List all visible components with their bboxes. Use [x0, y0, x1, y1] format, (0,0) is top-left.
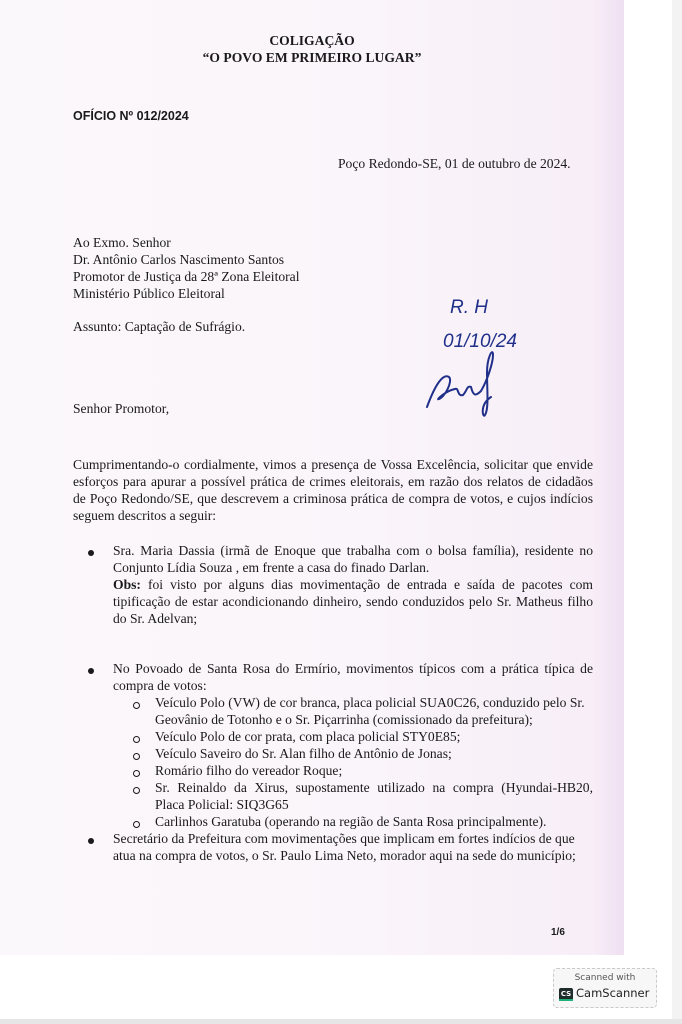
viewer-gutter: [672, 0, 682, 1024]
annotation-rh: R. H: [450, 297, 488, 318]
page-number: 1/6: [551, 927, 565, 938]
date-line: Poço Redondo-SE, 01 de outubro de 2024.: [338, 156, 571, 171]
subitem-line: Romário filho do vereador Roque;: [155, 763, 343, 778]
bullet-icon: [88, 838, 94, 844]
item-line: Conjunto Lídia Souza , em frente a casa do finado Darlan.: [113, 560, 430, 575]
recipient-line-4: Ministério Público Eleitoral: [73, 286, 225, 301]
intro-paragraph: [73, 456, 593, 524]
sub-bullet-icon: [133, 736, 140, 743]
subitem-line: Veículo Saveiro do Sr. Alan filho de Antônio de Jonas;: [155, 746, 452, 761]
salutation: Senhor Promotor,: [73, 401, 170, 416]
recipient-line-1: Ao Exmo. Senhor: [73, 235, 171, 250]
list-item: [113, 660, 593, 694]
subitem-line: Geovânio de Totonho e o Sr. Piçarrinha (comissionado da prefeitura);: [155, 712, 533, 727]
camscanner-brand: CamScanner: [576, 986, 650, 1000]
item-line: atua na compra de votos, o Sr. Paulo Lima Neto, morador aqui na sede do município;: [113, 848, 576, 863]
item-line: compra de votos:: [113, 678, 207, 693]
sub-bullet-icon: [133, 753, 140, 760]
recipient-line-3: Promotor de Justiça da 28ª Zona Eleitoral: [73, 269, 300, 284]
subject-line: Assunto: Captação de Sufrágio.: [73, 319, 246, 334]
obs-line: tipificação de estar acondicionando dinheiro, sendo conduzidos pelo Sr. Matheus filho: [113, 594, 593, 609]
subitem-line: Veículo Polo (VW) de cor branca, placa policial SUA0C26, conduzido pelo Sr.: [155, 695, 585, 710]
subitem-line: Veículo Polo de cor prata, com placa policial STY0E85;: [155, 729, 461, 744]
signature-mark: [427, 352, 493, 416]
obs-label: Obs:: [113, 577, 141, 592]
intro-line: seguem descritos a seguir:: [73, 508, 217, 523]
intro-line: Cumprimentando-o cordialmente, vimos a presença de Vossa Excelência, solicitar que envide: [73, 457, 593, 472]
sub-bullet-icon: [133, 702, 140, 709]
sub-bullet-icon: [133, 821, 140, 828]
oficio-number: OFÍCIO Nº 012/2024: [73, 109, 189, 123]
bullet-icon: [88, 550, 94, 556]
obs-line: foi visto por alguns dias movimentação de entrada e saída de pacotes com: [140, 577, 593, 592]
camscanner-logo-icon: CS: [559, 988, 573, 1001]
coalition-heading: COLIGAÇÃO: [269, 33, 355, 48]
coalition-slogan: “O POVO EM PRIMEIRO LUGAR”: [202, 50, 422, 65]
intro-line: esforços para apurar a possível prática de crimes eleitorais, em razão dos relatos de cidadãos: [73, 474, 593, 489]
intro-line: de Poço Redondo/SE, que descrevem a criminosa prática de compra de votos, e cujos indícios: [73, 491, 593, 506]
viewer-bottom-edge: [0, 1019, 682, 1024]
annotation-date: 01/10/24: [443, 331, 517, 352]
obs-line: do Sr. Adelvan;: [113, 611, 198, 626]
list-item: [113, 542, 593, 627]
sub-bullet-icon: [133, 787, 140, 794]
recipient-line-2: Dr. Antônio Carlos Nascimento Santos: [73, 252, 285, 267]
subitem: [155, 779, 593, 813]
camscanner-badge: [553, 968, 657, 1008]
sub-bullet-icon: [133, 770, 140, 777]
item-line: Sra. Maria Dassia (irmã de Enoque que trabalha com o bolsa família), residente no: [113, 543, 593, 558]
subitem-line: Sr. Reinaldo da Xirus, supostamente utilizado na compra (Hyundai-HB20,: [155, 780, 593, 795]
item-line: Secretário da Prefeitura com movimentações que implicam em fortes indícios de que: [113, 831, 575, 846]
scanned-with-label: Scanned with: [574, 973, 636, 983]
list-item: [113, 830, 593, 864]
subitem-line: Placa Policial: SIQ3G65: [155, 797, 289, 812]
item-line: No Povoado de Santa Rosa do Ermírio, movimentos típicos com a prática típica de: [113, 661, 593, 676]
subitem-line: Carlinhos Garatuba (operando na região de Santa Rosa principalmente).: [155, 814, 547, 829]
bullet-icon: [88, 668, 94, 674]
handwritten-receipt-annotation: [405, 285, 585, 425]
